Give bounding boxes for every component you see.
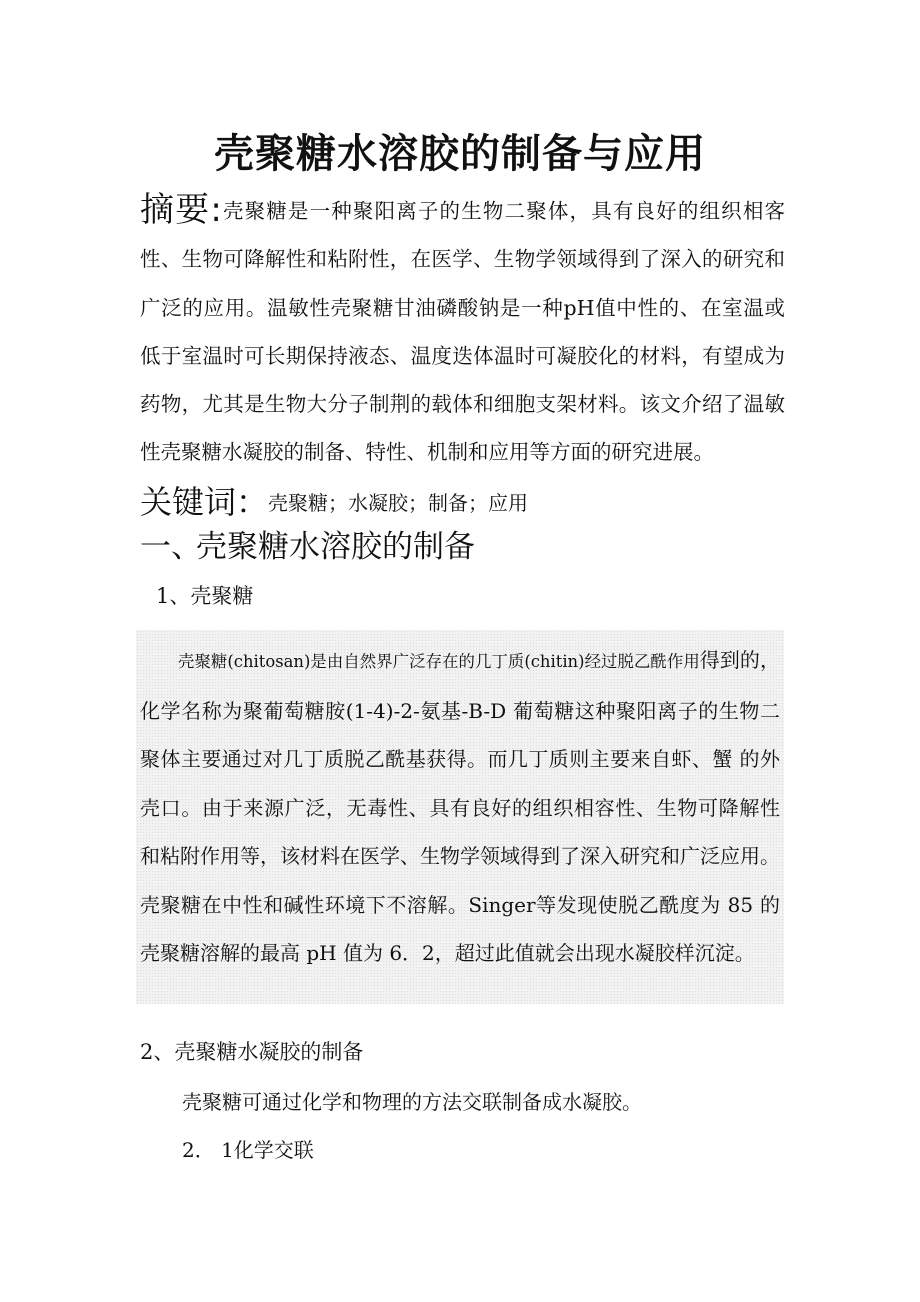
subsubsection-heading-chemical-crosslink: 2． 1化学交联 (182, 1138, 314, 1162)
abstract-text: 壳聚糖是一种聚阳离子的生物二聚体，具有良好的组织相客性、生物可降解性和粘附性，在医学、生物学领域得到了深入的研究和广泛的应用。温敏性壳聚糖甘油磷酸钠是一种pH值中性的、在室温或低于室温时可长期保持液态、温度迭体温时可凝胶化的材料，有望成为药物，尤其是生物大分子制荆的载体和细胞支架材料。该文介绍了温敏性壳聚糖水凝胶的制备、特性、机制和应用等方面的研究进展。 (140, 199, 785, 465)
keywords-label: 关键词： (140, 483, 269, 521)
section-heading (140, 524, 785, 570)
shaded-paragraph-box (136, 630, 784, 1004)
chitosan-paragraph (140, 636, 780, 978)
keywords-text: 壳聚糖；水凝胶；制备；应用 (268, 491, 529, 515)
section-number: 一、 (140, 529, 202, 565)
keywords-section (140, 478, 785, 527)
abstract-section (140, 186, 785, 477)
subsection-heading-chitosan: 1、壳聚糖 (156, 584, 254, 608)
paragraph-body: 得到的，化学名称为聚葡萄糖胺(1-4)-2-氨基-B-D 葡萄糖这种聚阳离子的生物二聚体主要通过对几丁质脱乙酰基获得。而几丁质则主要来自虾、蟹 的外壳口。由于来源广泛，无毒性、具有良好的组织相容性、生物可降解性 和粘附作用等，该材料在医学、生物学领域得到了深入研究和广泛应用。壳聚糖在中性和碱性环境下不溶解。Singer等发现使脱乙酰度为 85 的壳聚糖溶解的最高 pH 值为 6．2，超过此值就会出现水凝胶样沉淀。 (140, 648, 780, 965)
abstract-label: 摘要: (140, 190, 222, 230)
hydrogel-intro-paragraph: 壳聚糖可通过化学和物理的方法交联制备成水凝胶。 (182, 1090, 642, 1114)
subsection-heading-hydrogel: 2、壳聚糖水凝胶的制备 (140, 1040, 364, 1064)
section-title: 壳聚糖水溶胶的制备 (196, 529, 475, 565)
document-title: 壳聚糖水溶胶的制备与应用 (214, 130, 706, 177)
paragraph-first-line: 壳聚糖(chitosan)是由自然界广泛存在的几丁质(chitin)经过脱乙酰作用 (178, 652, 700, 671)
